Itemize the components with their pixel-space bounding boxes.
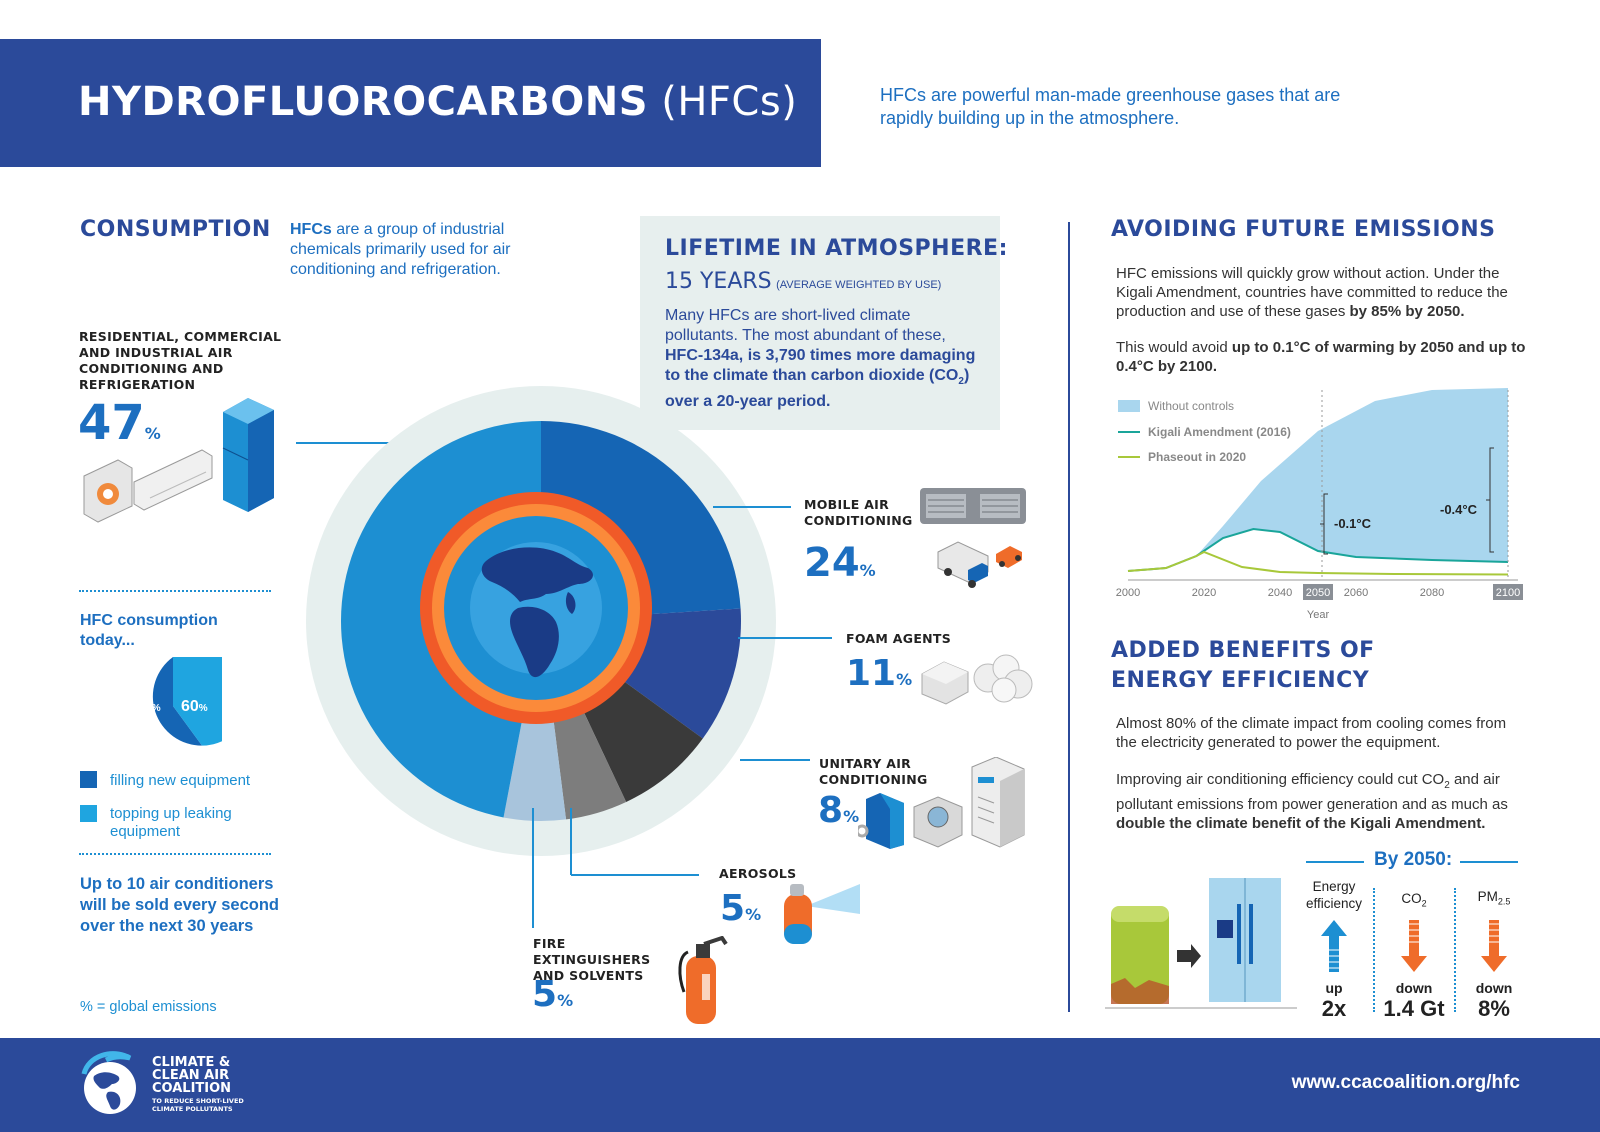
metric-co2	[1374, 878, 1454, 1022]
benefits-p2-sub: 2	[1444, 780, 1450, 791]
benefits-heading-line1: ADDED BENEFITS OF	[1111, 638, 1375, 663]
avoiding-p2-plain: This would avoid	[1116, 339, 1232, 356]
lifetime-box	[640, 216, 1008, 430]
annotation-01: -0.1°C	[1334, 516, 1371, 531]
lifetime-years: 15 YEARS	[665, 269, 772, 294]
x-tick-label: 2100	[1495, 587, 1521, 599]
unitary-pct-value: 8	[818, 790, 844, 831]
aerosols-pct-value: 5	[720, 888, 746, 929]
x-tick-label: 2060	[1343, 587, 1369, 599]
lifetime-heading: LIFETIME IN ATMOSPHERE:	[665, 236, 1008, 261]
aerosols-pct-unit: %	[745, 905, 762, 924]
legend-new-label: filling new equipment	[110, 772, 251, 789]
residential-ac-illustration	[78, 398, 278, 523]
aerosols-leader-h	[571, 874, 699, 876]
benefits-p2-a: Improving air conditioning efficiency could cut CO	[1116, 771, 1445, 788]
foam-illustration	[918, 648, 1038, 706]
x-tick-label: 2000	[1115, 587, 1141, 599]
globe-logo-icon	[78, 1050, 142, 1116]
series-area-without-controls	[1128, 388, 1508, 571]
by2050-label: By 2050:	[1374, 849, 1453, 870]
consumption-intro-bold: HFCs	[290, 221, 332, 238]
benefits-heading-line2: ENERGY EFFICIENCY	[1111, 668, 1370, 693]
page-title-paren: (HFCs)	[661, 79, 798, 125]
metric-pm-label	[1454, 878, 1534, 914]
mini-pie-leak-value	[181, 698, 208, 716]
mini-pie-new-pct: 40	[134, 698, 152, 715]
org-name	[152, 1056, 244, 1113]
metric-co2-direction: down	[1395, 980, 1433, 996]
avoiding-heading: AVOIDING FUTURE EMISSIONS	[1111, 217, 1496, 242]
metric-pm-label-text: PM	[1477, 889, 1498, 904]
foam-pct-value: 11	[846, 653, 897, 694]
metric-energy-direction: up	[1325, 980, 1343, 996]
metric-co2-value: 1.4 Gt	[1383, 996, 1445, 1021]
car-vent-illustration	[918, 486, 1028, 594]
consumption-intro	[290, 220, 550, 280]
mobile-pct-value: 24	[804, 540, 860, 586]
mini-pie-new-value	[134, 698, 161, 716]
mobile-leader-line	[713, 506, 791, 508]
residential-label: RESIDENTIAL, COMMERCIAL AND INDUSTRIAL AIR CONDITIONING AND REFRIGERATION	[79, 329, 282, 392]
legend-leak-label: topping up leaking equipment	[110, 805, 232, 840]
benefits-p2-b: and air pollutant emissions from power generation and as much as	[1116, 771, 1508, 813]
page-title-main: HYDROFLUOROCARBONS	[78, 79, 649, 125]
lifetime-years-note: (AVERAGE WEIGHTED BY USE)	[776, 279, 942, 291]
metric-energy-value: 2x	[1321, 996, 1347, 1021]
unitary-pct	[818, 790, 859, 831]
by2050-rule-right	[1460, 861, 1518, 863]
lifetime-text-bold-b: ) over a 20-year period.	[665, 367, 970, 411]
unitary-pct-unit: %	[843, 807, 860, 826]
metric-co2-label-text: CO	[1401, 891, 1422, 906]
metric-co2-label-sub: 2	[1421, 898, 1427, 909]
fire-extinguisher-illustration	[674, 936, 734, 1028]
metric-co2-label	[1374, 878, 1454, 914]
arrow-down-icon	[1481, 920, 1507, 972]
benefits-p2	[1116, 770, 1526, 833]
metric-pm-direction: down	[1475, 980, 1513, 996]
avoiding-p2-bold: up to 0.1°C of warming by 2050 and up to 0.4°C by 2100.	[1116, 339, 1526, 375]
aerosols-pct	[720, 888, 761, 929]
arrow-up-icon	[1321, 920, 1347, 972]
lifetime-text-bold-sub: 2	[958, 376, 964, 388]
arrow-down-icon	[1401, 920, 1427, 972]
x-axis-label: Year	[1306, 609, 1330, 621]
mini-pie-new-unit: %	[151, 703, 161, 714]
aerosols-label: AEROSOLS	[719, 866, 797, 881]
consumption-intro-rest: are a group of industrial chemicals primarily used for air conditioning and refrigeration.	[290, 221, 511, 278]
emissions-pie	[306, 386, 776, 856]
fire-pct	[532, 974, 573, 1015]
avoiding-p1-bold: by 85% by 2050.	[1349, 303, 1465, 320]
tagline: HFCs are powerful man-made greenhouse gases that are rapidly building up in the atmosphere.	[880, 85, 1341, 128]
chart-legend	[1118, 399, 1291, 464]
footer-url-link[interactable]: www.ccacoalition.org/hfc	[1291, 1072, 1520, 1093]
aerosol-can-illustration	[780, 880, 872, 950]
metric-pm-value: 8%	[1478, 996, 1510, 1021]
org-name-line1: CLIMATE &	[152, 1055, 231, 1070]
mobile-label: MOBILE AIR CONDITIONING	[804, 497, 913, 528]
metric-pm	[1454, 878, 1534, 1022]
footer	[0, 1038, 1600, 1132]
foam-leader-line	[738, 637, 832, 639]
fire-label: FIRE EXTINGUISHERS AND SOLVENTS	[533, 936, 651, 983]
org-name-line2: CLEAN AIR	[152, 1068, 230, 1083]
x-tick-label: 2050	[1305, 587, 1331, 599]
unitary-illustration	[858, 757, 1028, 849]
metric-pm-label-sub: 2.5	[1497, 896, 1511, 907]
metric-energy-label: Energy efficiency	[1305, 879, 1363, 911]
avoiding-p1	[1116, 264, 1526, 321]
page-title	[78, 79, 797, 125]
consumption-heading: CONSUMPTION	[80, 217, 271, 242]
divider-dotted-1	[79, 590, 271, 592]
mini-pie-leak-pct: 60	[181, 698, 199, 715]
org-tagline-2: CLIMATE POLLUTANTS	[152, 1105, 233, 1113]
divider-dotted-2	[79, 853, 271, 855]
mobile-pct	[804, 540, 876, 586]
avoiding-p2	[1116, 338, 1526, 376]
benefits-p1: Almost 80% of the climate impact from cooling comes from the electricity generated to power the equipment.	[1116, 715, 1507, 751]
sold-fact: Up to 10 air conditioners will be sold every second over the next 30 years	[80, 875, 279, 935]
footnote: % = global emissions	[80, 999, 217, 1015]
column-divider	[1068, 222, 1070, 1012]
x-tick-label: 2080	[1419, 587, 1445, 599]
by2050-rule-left	[1306, 861, 1364, 863]
lifetime-text-plain: Many HFCs are short-lived climate pollutants. The most abundant of these,	[665, 307, 946, 344]
fire-pct-value: 5	[532, 974, 558, 1015]
legend-leak-swatch	[80, 805, 97, 822]
aerosols-leader-v	[570, 808, 572, 875]
title-banner	[0, 39, 821, 167]
avoiding-p1-plain: HFC emissions will quickly grow without action. Under the Kigali Amendment, countries have committed to reduce the production and use of these gases	[1116, 265, 1508, 320]
legend-label-phaseout: Phaseout in 2020	[1148, 450, 1247, 464]
consumption-today-label: HFC consumption today...	[80, 612, 218, 649]
foam-label: FOAM AGENTS	[846, 631, 952, 646]
fire-pct-unit: %	[557, 991, 574, 1010]
metric-energy	[1294, 878, 1374, 1022]
unitary-leader-line	[740, 759, 810, 761]
annotation-04: -0.4°C	[1440, 502, 1477, 517]
org-tagline-1: TO REDUCE SHORT-LIVED	[152, 1097, 244, 1105]
foam-pct-unit: %	[896, 670, 913, 689]
legend-new-swatch	[80, 771, 97, 788]
emissions-chart	[1110, 388, 1530, 624]
lifetime-text	[665, 306, 985, 412]
fridge-comparison-illustration	[1105, 874, 1305, 1014]
mobile-pct-unit: %	[859, 561, 876, 580]
x-tick-label: 2020	[1191, 587, 1217, 599]
legend-label-kigali: Kigali Amendment (2016)	[1148, 425, 1291, 439]
lifetime-text-bold	[665, 347, 975, 410]
legend-label-without: Without controls	[1148, 399, 1235, 413]
lifetime-years-line	[665, 269, 941, 294]
foam-pct	[846, 653, 912, 694]
org-name-line3: COALITION	[152, 1081, 232, 1096]
fire-leader-line	[532, 808, 534, 928]
x-tick-label: 2040	[1267, 587, 1293, 599]
residential-pct-value: 47	[78, 395, 145, 451]
lifetime-text-bold-a: HFC-134a, is 3,790 times more damaging to the climate than carbon dioxide (CO	[665, 347, 976, 384]
residential-pct-unit: %	[144, 424, 161, 443]
legend-swatch-without	[1118, 400, 1140, 412]
unitary-label: UNITARY AIR CONDITIONING	[819, 756, 928, 787]
mini-pie-leak-unit: %	[198, 703, 208, 714]
benefits-p2-bold: double the climate benefit of the Kigali Amendment.	[1116, 815, 1486, 832]
benefits-heading	[1111, 636, 1375, 696]
